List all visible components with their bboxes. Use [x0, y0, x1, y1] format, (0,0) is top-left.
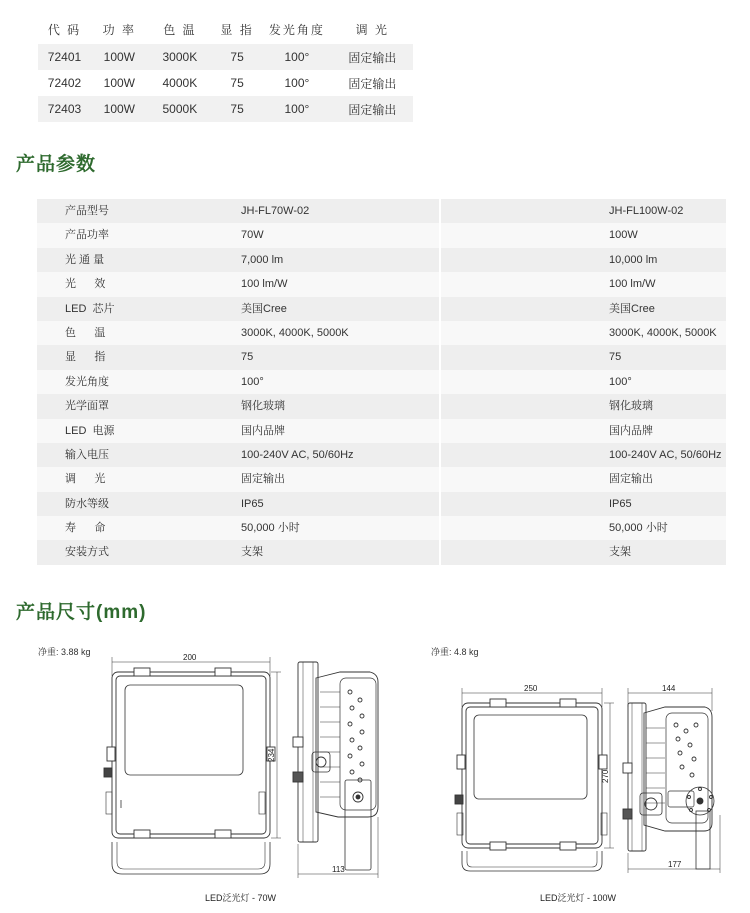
model-power: 100W — [91, 44, 148, 70]
models-header: 代 码 — [47, 23, 82, 37]
param-value-70w: 钢化玻璃 — [231, 394, 441, 418]
param-label: 调 光 — [37, 467, 231, 491]
param-value-70w: 100-240V AC, 50/60Hz — [231, 443, 441, 467]
param-value-100w: 100° — [527, 370, 726, 394]
param-value-70w: 100° — [231, 370, 441, 394]
param-value-100w: 支架 — [527, 540, 726, 564]
net-weight-70w: 净重: 3.88 kg — [38, 647, 91, 657]
dim-height-100w: 270 — [601, 769, 610, 783]
param-label: 寿 命 — [37, 516, 231, 540]
model-angle: 100° — [262, 96, 332, 122]
models-header: 功 率 — [102, 23, 136, 37]
param-value-70w: 支架 — [231, 540, 441, 564]
param-label: LED 芯片 — [37, 297, 231, 321]
model-cri: 75 — [212, 44, 262, 70]
param-value-70w: 7,000 lm — [231, 248, 441, 272]
param-label: 安装方式 — [37, 540, 231, 564]
table-row — [37, 223, 726, 247]
table-row — [37, 297, 726, 321]
param-value-70w: 70W — [231, 223, 441, 247]
param-value-70w: 50,000 小时 — [231, 516, 441, 540]
param-value-100w: 固定输出 — [527, 467, 726, 491]
models-header: 调 光 — [355, 23, 389, 37]
model-cri: 75 — [212, 70, 262, 96]
model-dimming: 固定输出 — [332, 70, 413, 96]
model-power: 100W — [91, 96, 148, 122]
dim-width-70w: 200 — [183, 653, 197, 662]
param-value-100w: 国内品牌 — [527, 419, 726, 443]
param-value-70w: 3000K, 4000K, 5000K — [231, 321, 441, 345]
model-dimming: 固定输出 — [332, 96, 413, 122]
param-value-100w: 75 — [527, 345, 726, 369]
net-weight-100w: 净重: 4.8 kg — [431, 647, 479, 657]
caption-100w: LED泛光灯 - 100W — [540, 893, 617, 903]
table-row — [37, 394, 726, 418]
table-row — [37, 492, 726, 516]
side-view-70w — [290, 652, 395, 882]
dim-depth-bottom-100w: 177 — [668, 860, 682, 869]
param-value-100w: 100W — [527, 223, 726, 247]
param-value-70w: 75 — [231, 345, 441, 369]
dim-depth-top-100w: 144 — [662, 684, 676, 693]
table-row — [37, 370, 726, 394]
param-value-70w: 国内品牌 — [231, 419, 441, 443]
param-label: LED 电源 — [37, 419, 231, 443]
params-title: 产品参数 — [16, 154, 97, 175]
param-value-100w: JH-FL100W-02 — [527, 199, 726, 223]
param-label: 产品功率 — [37, 223, 231, 247]
table-row — [37, 516, 726, 540]
param-label: 输入电压 — [37, 443, 231, 467]
dim-height-70w: 234 — [267, 748, 276, 762]
dim-width-100w: 250 — [524, 684, 538, 693]
table-row — [37, 199, 726, 223]
param-value-70w: 100 lm/W — [231, 272, 441, 296]
param-value-70w: IP65 — [231, 492, 441, 516]
table-row — [37, 419, 726, 443]
param-label: 色 温 — [37, 321, 231, 345]
models-header: 发光角度 — [268, 23, 325, 37]
param-value-100w: 3000K, 4000K, 5000K — [527, 321, 726, 345]
table-row — [37, 272, 726, 296]
param-value-100w: 钢化玻璃 — [527, 394, 726, 418]
dims-title: 产品尺寸(mm) — [16, 602, 147, 623]
models-header: 显 指 — [220, 23, 254, 37]
model-angle: 100° — [262, 70, 332, 96]
table-row — [38, 44, 413, 70]
front-view-70w — [95, 652, 285, 882]
params-table — [37, 199, 726, 565]
front-view-100w — [452, 683, 627, 878]
table-row — [37, 467, 726, 491]
model-dimming: 固定输出 — [332, 44, 413, 70]
param-label: 发光角度 — [37, 370, 231, 394]
model-cct: 4000K — [148, 70, 212, 96]
param-value-100w: IP65 — [527, 492, 726, 516]
param-value-100w: 100-240V AC, 50/60Hz — [527, 443, 726, 467]
param-label: 光 效 — [37, 272, 231, 296]
param-value-70w: 固定输出 — [231, 467, 441, 491]
param-value-100w: 50,000 小时 — [527, 516, 726, 540]
param-label: 防水等级 — [37, 492, 231, 516]
caption-70w: LED泛光灯 - 70W — [205, 893, 277, 903]
models-header-row — [38, 15, 413, 44]
param-value-100w: 100 lm/W — [527, 272, 726, 296]
model-code: 72402 — [38, 70, 91, 96]
model-code: 72401 — [38, 44, 91, 70]
models-table — [38, 15, 413, 122]
table-row — [37, 321, 726, 345]
table-row — [37, 345, 726, 369]
param-label: 光 通 量 — [37, 248, 231, 272]
table-row — [37, 248, 726, 272]
dim-depth-70w: 113 — [332, 865, 345, 874]
model-power: 100W — [91, 70, 148, 96]
param-value-70w: JH-FL70W-02 — [231, 199, 441, 223]
model-cri: 75 — [212, 96, 262, 122]
table-row — [37, 540, 726, 564]
param-label: 产品型号 — [37, 199, 231, 223]
table-row — [38, 96, 413, 122]
param-label: 光学面罩 — [37, 394, 231, 418]
model-cct: 5000K — [148, 96, 212, 122]
model-code: 72403 — [38, 96, 91, 122]
param-value-100w: 美国Cree — [527, 297, 726, 321]
model-angle: 100° — [262, 44, 332, 70]
model-cct: 3000K — [148, 44, 212, 70]
models-header: 色 温 — [163, 23, 197, 37]
table-row — [38, 70, 413, 96]
param-label: 显 指 — [37, 345, 231, 369]
side-view-100w — [620, 683, 732, 883]
table-row — [37, 443, 726, 467]
param-value-100w: 10,000 lm — [527, 248, 726, 272]
param-value-70w: 美国Cree — [231, 297, 441, 321]
